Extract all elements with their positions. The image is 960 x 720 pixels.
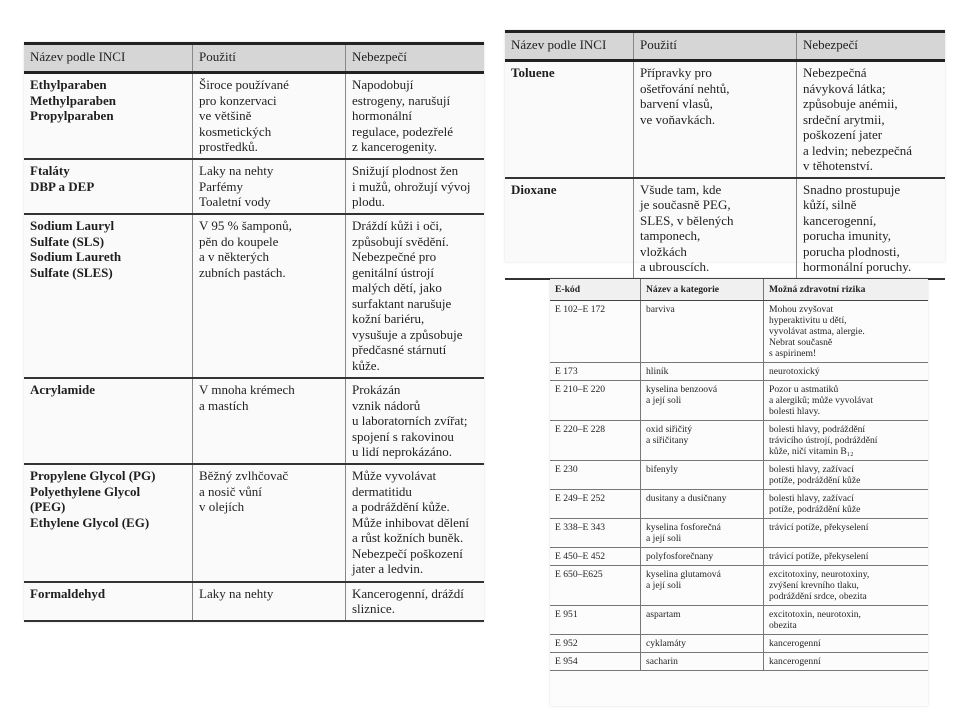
cell-health-risks: excitotoxiny, neurotoxiny, zvýšení krevního tlaku, podráždění srdce, obezita: [764, 566, 929, 606]
cell-name-category: polyfosforečnany: [641, 548, 764, 566]
cell-health-risks: trávicí potíže, překyselení: [764, 548, 929, 566]
cell-e-code: E 951: [550, 606, 641, 635]
cell-hazard: Dráždí kůži i oči, způsobují svědění. Nebezpečné pro genitální ústrojí malých dětí, jako surfaktant narušuje kožní bariéru, vysušuje a způsobuje předčasné stárnutí kůže.: [346, 214, 485, 378]
cell-health-risks: bolesti hlavy, zažívací potíže, podráždění kůže: [764, 490, 929, 519]
table-row: [550, 566, 928, 606]
table-row: [550, 635, 928, 653]
table-row: [24, 73, 484, 160]
cell-inci-name: Formaldehyd: [24, 582, 193, 621]
header-usage: Použití: [193, 44, 346, 73]
cell-usage: Všude tam, kde je současně PEG, SLES, v bělených tamponech, vložkách a ubrouscích.: [634, 178, 797, 279]
header-hazard: Nebezpečí: [346, 44, 485, 73]
inci-hazard-table-2: [505, 30, 945, 280]
cell-inci-name: Ethylparaben Methylparaben Propylparaben: [24, 73, 193, 160]
table-row: [550, 363, 928, 381]
table-row: [550, 490, 928, 519]
cell-name-category: aspartam: [641, 606, 764, 635]
table-row: [24, 214, 484, 378]
header-usage: Použití: [634, 32, 797, 61]
cosmetics-table-scan-1: [24, 42, 484, 622]
cell-usage: Laky na nehty: [193, 582, 346, 621]
table-row: [550, 421, 928, 461]
cell-hazard: Napodobují estrogeny, narušují hormonální regulace, podezřelé z kancerogenity.: [346, 73, 485, 160]
table-header-row: [24, 44, 484, 73]
cell-usage: V 95 % šamponů, pěn do koupele a v některých zubních pastách.: [193, 214, 346, 378]
table-row: [550, 606, 928, 635]
cell-health-risks: neurotoxický: [764, 363, 929, 381]
table-row: [550, 381, 928, 421]
cell-e-code: E 210–E 220: [550, 381, 641, 421]
cell-name-category: kyselina glutamová a její soli: [641, 566, 764, 606]
cell-inci-name: Ftaláty DBP a DEP: [24, 159, 193, 214]
cell-inci-name: Propylene Glycol (PG) Polyethylene Glycol (PEG) Ethylene Glycol (EG): [24, 464, 193, 581]
cell-health-risks: Pozor u astmatiků a alergiků; může vyvolávat bolesti hlavy.: [764, 381, 929, 421]
cell-name-category: dusitany a dusičnany: [641, 490, 764, 519]
e-numbers-table-scan: [550, 278, 928, 706]
cell-inci-name: Acrylamide: [24, 378, 193, 464]
header-hazard: Nebezpečí: [797, 32, 946, 61]
cell-health-risks: trávicí potíže, překyselení: [764, 519, 929, 548]
cell-health-risks: Mohou zvyšovat hyperaktivitu u dětí, vyvolávat astma, alergie. Nebrat současně s aspirinem!: [764, 301, 929, 363]
cell-e-code: E 230: [550, 461, 641, 490]
cell-health-risks: kancerogenní: [764, 653, 929, 671]
cell-hazard: Může vyvolávat dermatitidu a podráždění kůže. Může inhibovat dělení a růst kožních buněk. Nebezpečí poškození jater a ledvin.: [346, 464, 485, 581]
header-name-category: Název a kategorie: [641, 279, 764, 301]
cell-inci-name: Sodium Lauryl Sulfate (SLS) Sodium Laureth Sulfate (SLES): [24, 214, 193, 378]
cell-usage: Široce používané pro konzervaci ve většině kosmetických prostředků.: [193, 73, 346, 160]
cell-name-category: bifenyly: [641, 461, 764, 490]
cell-health-risks: bolesti hlavy, zažívací potíže, podráždění kůže: [764, 461, 929, 490]
table-row: [24, 378, 484, 464]
cell-health-risks: bolesti hlavy, podráždění trávicího ústrojí, podráždění kůže, ničí vitamin B₁₂: [764, 421, 929, 461]
table-row: [550, 461, 928, 490]
cell-name-category: kyselina fosforečná a její soli: [641, 519, 764, 548]
cell-e-code: E 338–E 343: [550, 519, 641, 548]
cell-e-code: E 249–E 252: [550, 490, 641, 519]
cell-e-code: E 650–E625: [550, 566, 641, 606]
table-row: [505, 61, 945, 178]
cell-inci-name: Dioxane: [505, 178, 634, 279]
header-e-code: E-kód: [550, 279, 641, 301]
cell-usage: Přípravky pro ošetřování nehtů, barvení vlasů, ve voňavkách.: [634, 61, 797, 178]
header-inci-name: Název podle INCI: [505, 32, 634, 61]
table-row: [24, 464, 484, 581]
e-numbers-risk-table: [550, 278, 928, 671]
cell-name-category: sacharin: [641, 653, 764, 671]
cell-e-code: E 952: [550, 635, 641, 653]
cell-name-category: cyklamáty: [641, 635, 764, 653]
cell-e-code: E 173: [550, 363, 641, 381]
cell-usage: Běžný zvlhčovač a nosič vůní v olejích: [193, 464, 346, 581]
table-row: [550, 548, 928, 566]
table-header-row: [505, 32, 945, 61]
header-health-risks: Možná zdravotní rizika: [764, 279, 929, 301]
table-row: [550, 653, 928, 671]
cell-name-category: oxid siřičitý a siřičitany: [641, 421, 764, 461]
cell-inci-name: Toluene: [505, 61, 634, 178]
header-inci-name: Název podle INCI: [24, 44, 193, 73]
cosmetics-table-scan-2: [505, 30, 945, 274]
cell-hazard: Snižují plodnost žen i mužů, ohrožují vývoj plodu.: [346, 159, 485, 214]
cell-hazard: Kancerogenní, dráždí sliznice.: [346, 582, 485, 621]
cell-usage: Laky na nehty Parfémy Toaletní vody: [193, 159, 346, 214]
cell-usage: V mnoha krémech a mastích: [193, 378, 346, 464]
table-row: [550, 301, 928, 363]
cell-hazard: Snadno prostupuje kůží, silně kancerogenní, porucha imunity, porucha plodnosti, hormonální poruchy.: [797, 178, 946, 279]
cell-e-code: E 102–E 172: [550, 301, 641, 363]
cell-name-category: kyselina benzoová a její soli: [641, 381, 764, 421]
table-row: [505, 178, 945, 279]
cell-hazard: Prokázán vznik nádorů u laboratorních zvířat; spojení s rakovinou u lidí neprokázáno.: [346, 378, 485, 464]
table-row: [550, 519, 928, 548]
inci-hazard-table-1: [24, 42, 484, 622]
cell-e-code: E 220–E 228: [550, 421, 641, 461]
cell-name-category: hliník: [641, 363, 764, 381]
cell-e-code: E 954: [550, 653, 641, 671]
table-row: [24, 582, 484, 621]
table-row: [24, 159, 484, 214]
cell-hazard: Nebezpečná návyková látka; způsobuje anémii, srdeční arytmii, poškození jater a ledvin; nebezpečná v těhotenství.: [797, 61, 946, 178]
cell-health-risks: kancerogenní: [764, 635, 929, 653]
table-header-row: [550, 279, 928, 301]
cell-name-category: barviva: [641, 301, 764, 363]
cell-e-code: E 450–E 452: [550, 548, 641, 566]
cell-health-risks: excitotoxin, neurotoxin, obezita: [764, 606, 929, 635]
